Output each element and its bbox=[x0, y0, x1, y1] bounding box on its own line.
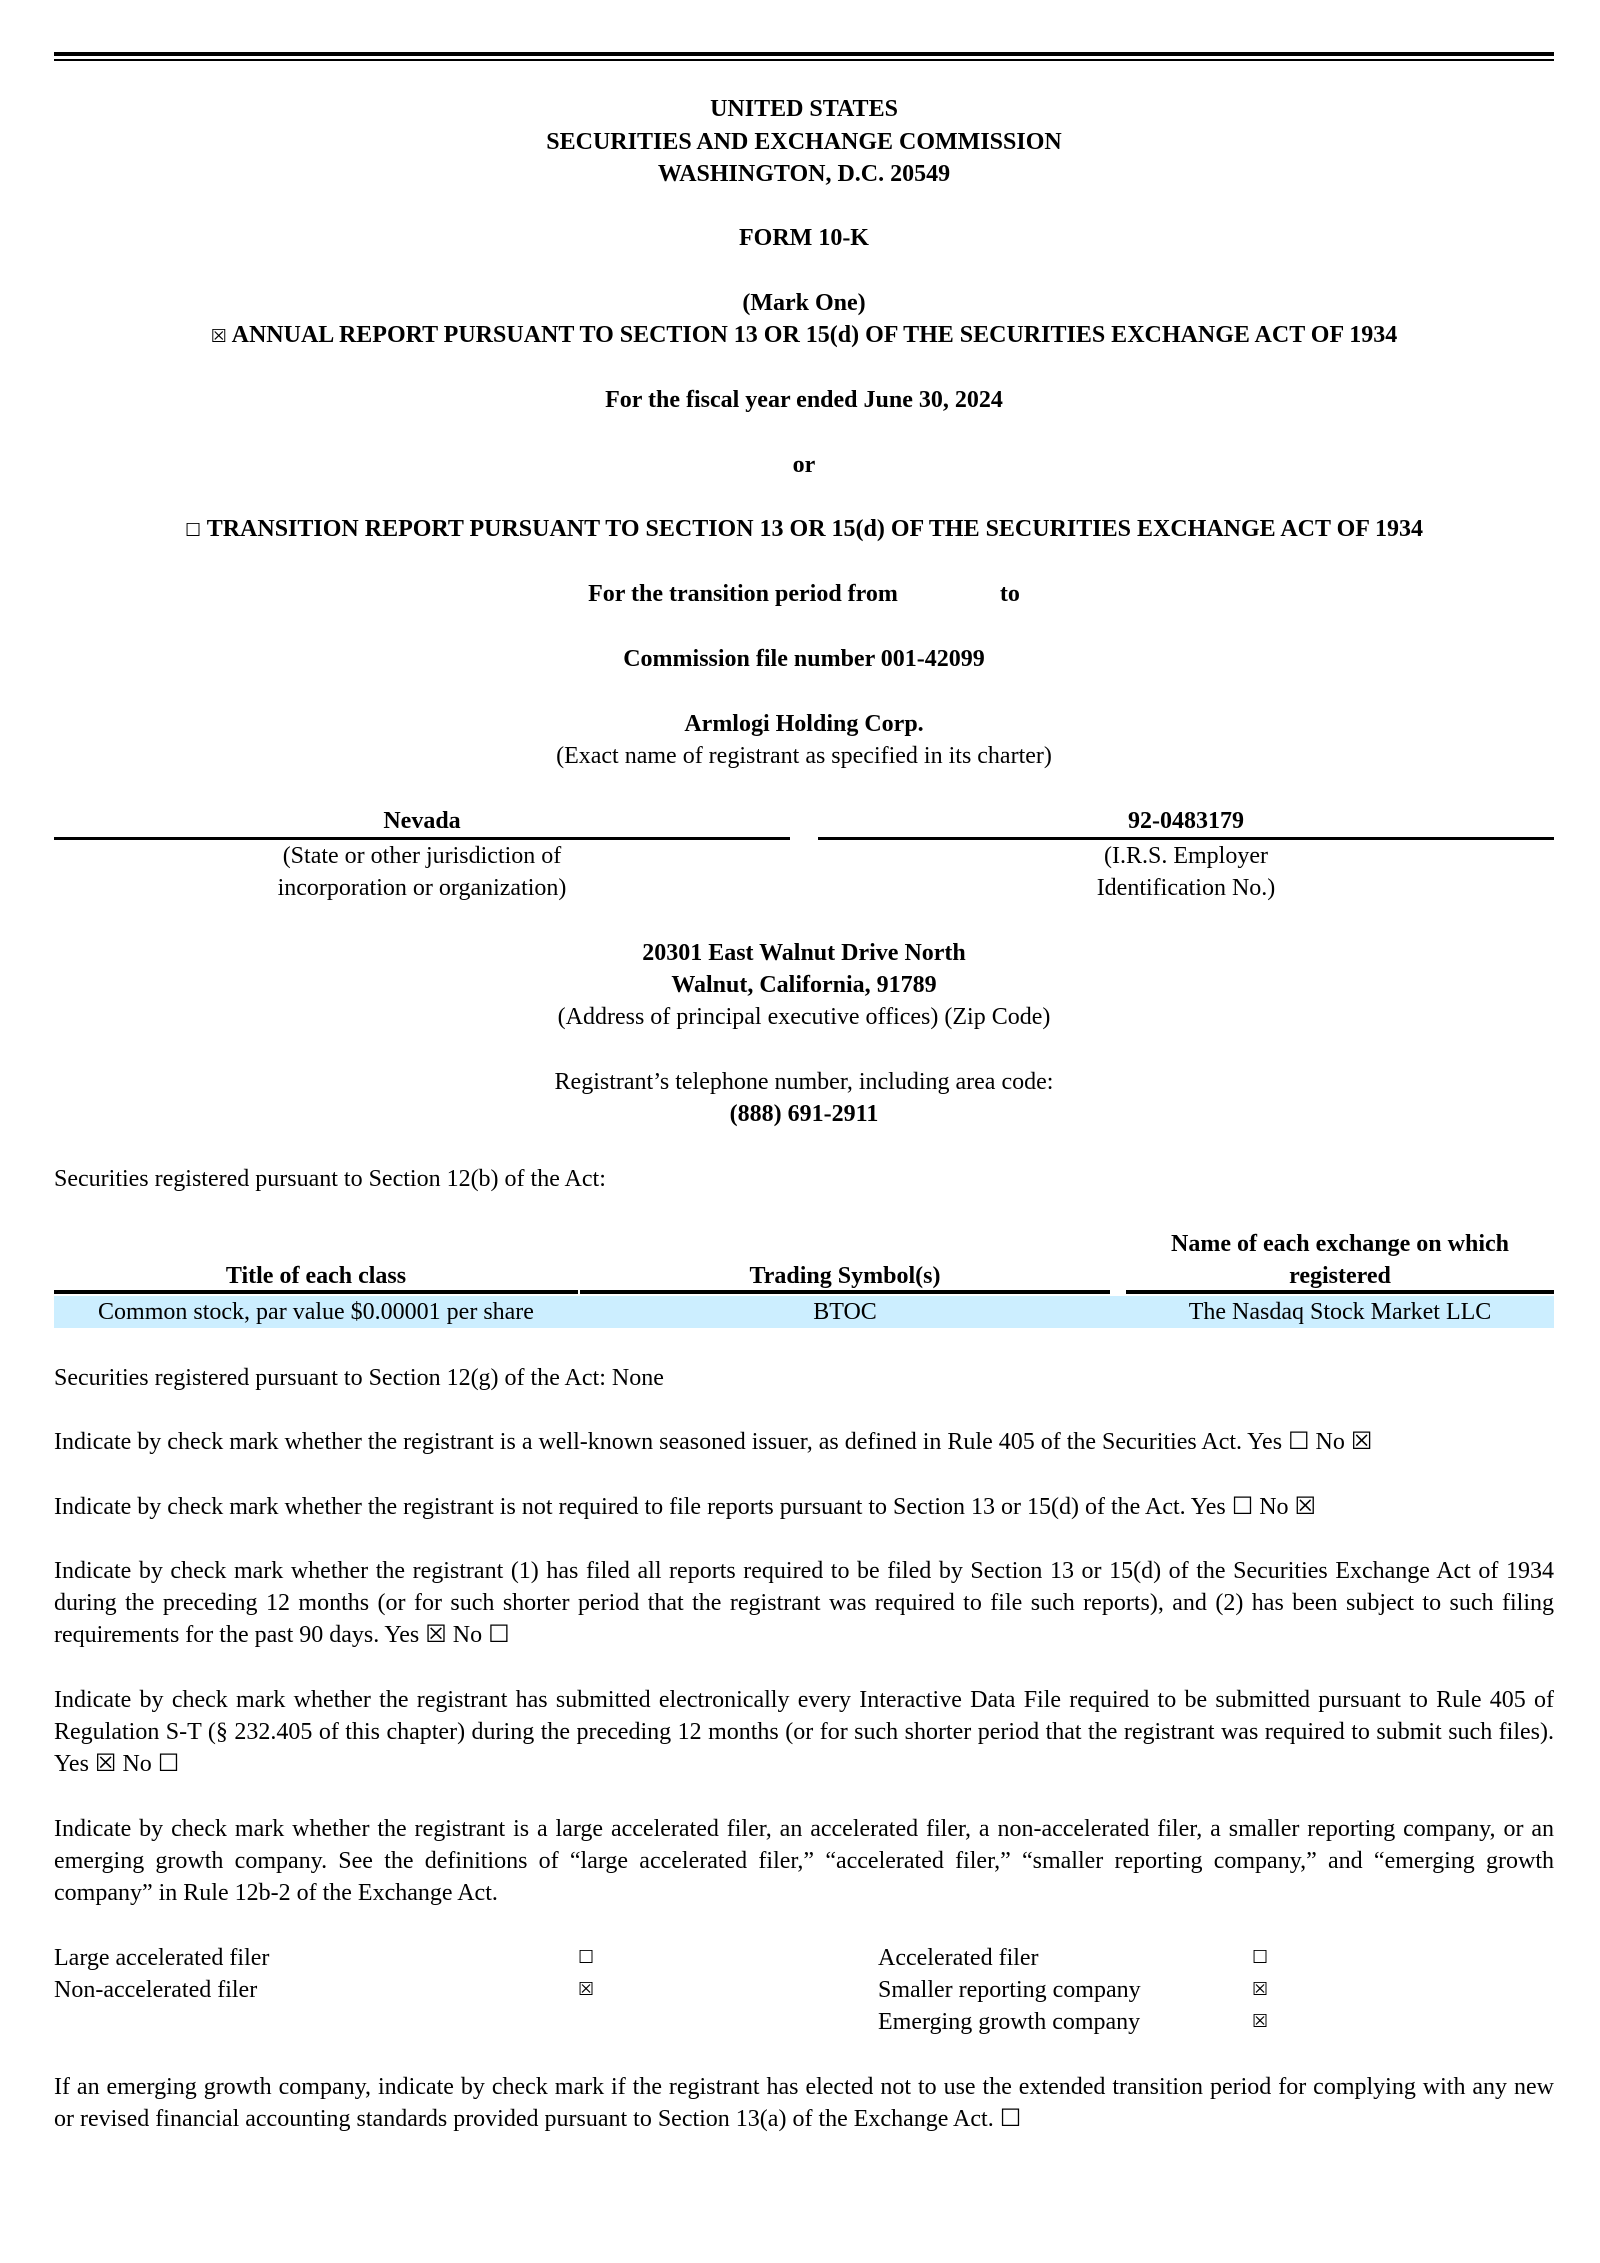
mark-one: (Mark One) bbox=[742, 290, 866, 316]
fiscal-year: For the fiscal year ended June 30, 2024 bbox=[605, 387, 1003, 413]
annual-report-line bbox=[54, 319, 1554, 353]
check-not-required: Indicate by check mark whether the registrant is not required to file reports pursuant to Section 13 or 15(d) of the Act. Yes ☐ No ☒ bbox=[54, 1494, 1317, 1520]
table-cell-class-title: Common stock, par value $0.00001 per share bbox=[98, 1299, 534, 1325]
smaller-reporting-label: Smaller reporting company bbox=[878, 1977, 1141, 2003]
address-line-1: 20301 East Walnut Drive North bbox=[642, 940, 966, 966]
header-rule-2 bbox=[580, 1290, 1110, 1294]
section-12b-label: Securities registered pursuant to Section 12(b) of the Act: bbox=[54, 1166, 606, 1192]
check-filed-reports: Indicate by check mark whether the registrant (1) has filed all reports required to be filed by Section 13 or 15(d) of the Securities Exchange Act of 1934 during the preceding 12 months (or for such shorter period that the registrant was required to file such reports), and (2) has been subject to such filing requirements for the past 90 days. Yes ☒ No ☐ bbox=[54, 1558, 1554, 1648]
header-united-states: UNITED STATES bbox=[710, 96, 898, 122]
transition-period bbox=[54, 578, 1554, 610]
section-12g-label: Securities registered pursuant to Section 12(g) of the Act: None bbox=[54, 1365, 664, 1391]
state-caption-1: (State or other jurisdiction of bbox=[282, 843, 562, 869]
phone-number: (888) 691-2911 bbox=[729, 1101, 879, 1127]
registrant-name-caption: (Exact name of registrant as specified in its charter) bbox=[556, 743, 1052, 769]
annual-report-text: ANNUAL REPORT PURSUANT TO SECTION 13 OR 15(d) OF THE SECURITIES EXCHANGE ACT OF 1934 bbox=[231, 322, 1398, 348]
header-sec: SECURITIES AND EXCHANGE COMMISSION bbox=[546, 129, 1062, 155]
irs-ein: 92-0483179 bbox=[818, 805, 1554, 840]
registrant-name: Armlogi Holding Corp. bbox=[684, 711, 924, 737]
form-title: FORM 10-K bbox=[739, 225, 869, 251]
check-extended-transition: If an emerging growth company, indicate by check mark if the registrant has elected not to use the extended transition period for complying with any new or revised financial accounting standards provided pursuant to Section 13(a) of the Exchange Act. ☐ bbox=[54, 2074, 1554, 2132]
table-cell-exchange: The Nasdaq Stock Market LLC bbox=[1188, 1299, 1492, 1325]
header-rule-1 bbox=[54, 1290, 578, 1294]
commission-file-number: Commission file number 001-42099 bbox=[623, 646, 985, 672]
top-double-rule bbox=[54, 52, 1554, 61]
accelerated-label: Accelerated filer bbox=[878, 1945, 1039, 1971]
col-title-of-class: Title of each class bbox=[225, 1263, 407, 1289]
or-separator: or bbox=[792, 452, 816, 478]
check-filer-status: Indicate by check mark whether the registrant is a large accelerated filer, an accelerated filer, a non-accelerated filer, a smaller reporting company, or an emerging growth company. See the definitions of “large accelerated filer,” “accelerated filer,” “smaller reporting company,” and “emerging growth company” in Rule 12b-2 of the Exchange Act. bbox=[54, 1816, 1554, 1906]
accelerated-checkbox: ☐ bbox=[1252, 1947, 1269, 1968]
header-rule-3 bbox=[1126, 1290, 1554, 1294]
emerging-growth-label: Emerging growth company bbox=[878, 2009, 1141, 2035]
transition-from-label: For the transition period from bbox=[588, 581, 898, 607]
transition-report-checkbox: ☐ bbox=[184, 520, 202, 541]
smaller-reporting-checkbox: ☒ bbox=[1252, 1979, 1269, 2000]
check-interactive-data: Indicate by check mark whether the registrant has submitted electronically every Interactive Data File required to be submitted pursuant to Rule 405 of Regulation S-T (§ 232.405 of this chapter) during the preceding 12 months (or for such shorter period that the registrant was required to submit such files). Yes ☒ No ☐ bbox=[54, 1687, 1554, 1777]
address-caption: (Address of principal executive offices) (Zip Code) bbox=[557, 1004, 1051, 1030]
address-line-2: Walnut, California, 91789 bbox=[671, 972, 937, 998]
state-of-incorporation: Nevada bbox=[54, 805, 790, 840]
non-accelerated-checkbox: ☒ bbox=[578, 1979, 595, 2000]
transition-report-line bbox=[54, 513, 1554, 547]
large-accelerated-checkbox: ☐ bbox=[578, 1947, 595, 1968]
transition-to-label: to bbox=[999, 581, 1020, 607]
check-wksi: Indicate by check mark whether the registrant is a well-known seasoned issuer, as defined in Rule 405 of the Securities Act. Yes ☐ No ☒ bbox=[54, 1429, 1373, 1455]
phone-caption: Registrant’s telephone number, including area code: bbox=[554, 1069, 1054, 1095]
annual-report-checkbox: ☒ bbox=[210, 326, 227, 347]
transition-report-text: TRANSITION REPORT PURSUANT TO SECTION 13 OR 15(d) OF THE SECURITIES EXCHANGE ACT OF 1934 bbox=[206, 516, 1424, 542]
non-accelerated-label: Non-accelerated filer bbox=[54, 1977, 258, 2003]
emerging-growth-checkbox: ☒ bbox=[1252, 2011, 1269, 2032]
ein-caption-1: (I.R.S. Employer bbox=[1104, 843, 1268, 869]
large-accelerated-label: Large accelerated filer bbox=[54, 1945, 270, 1971]
ein-caption-2: Identification No.) bbox=[1096, 875, 1276, 901]
table-cell-symbol: BTOC bbox=[813, 1299, 877, 1325]
col-trading-symbol: Trading Symbol(s) bbox=[749, 1263, 941, 1289]
col-exchange-line-1: Name of each exchange on which bbox=[1171, 1231, 1509, 1257]
col-exchange-line-2: registered bbox=[1289, 1263, 1391, 1289]
header-washington: WASHINGTON, D.C. 20549 bbox=[657, 161, 951, 187]
state-caption-2: incorporation or organization) bbox=[277, 875, 567, 901]
